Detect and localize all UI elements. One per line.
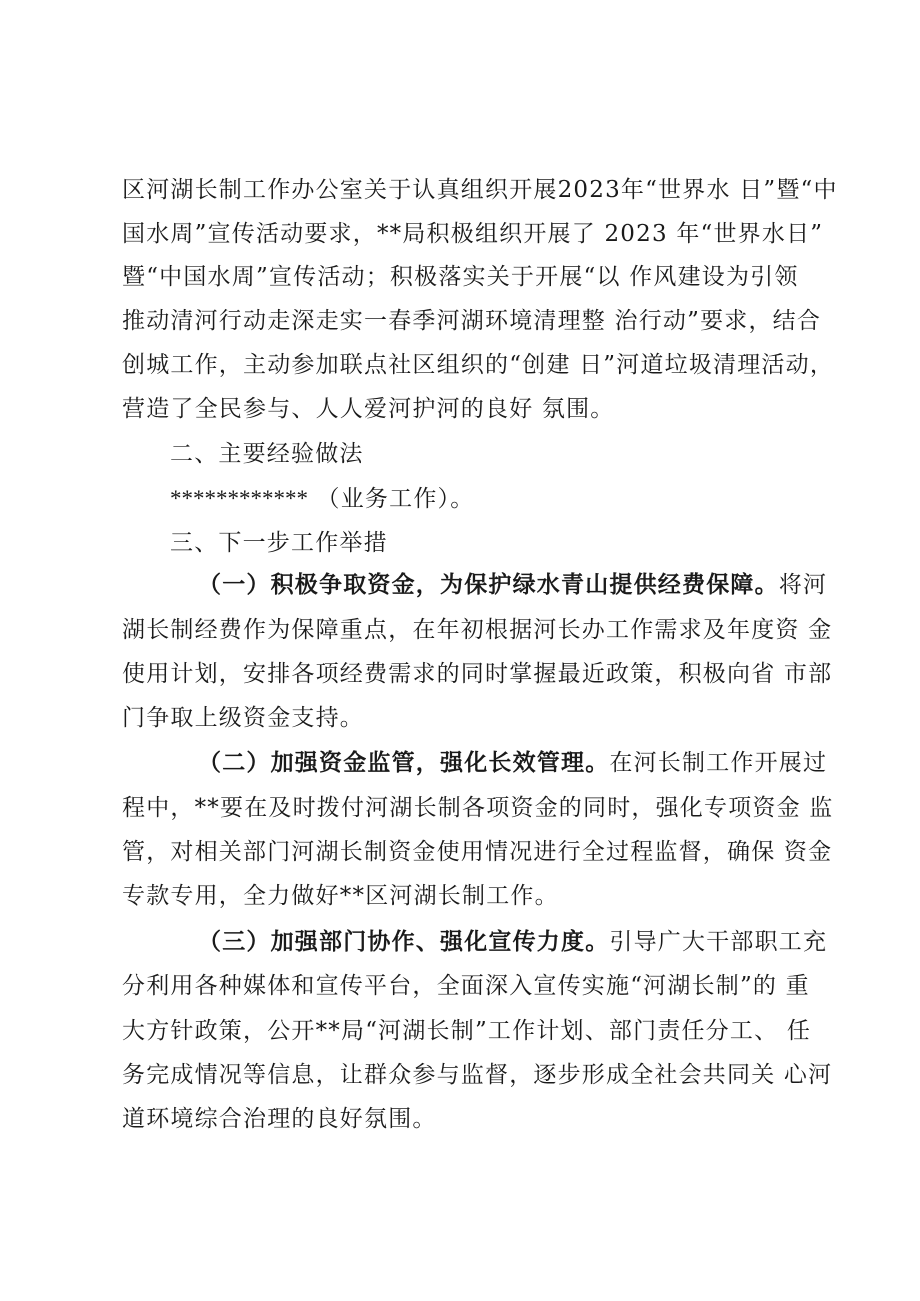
paragraph-1-line-3: 暨“中国水周”宣传活动；积极落实关于开展“以 作风建设为引领 [122, 264, 799, 290]
item-3-line-5: 道环境综合治理的良好氛围。 [122, 1106, 437, 1132]
paragraph-1-line-6: 营造了全民参与、人人爱河护河的良好 氛围。 [122, 396, 615, 422]
item-3-line-4: 务完成情况等信息，让群众参与监督，逐步形成全社会共同关 心河 [122, 1062, 833, 1088]
item-3-first-rest: 引导广大干部职工充 [609, 929, 828, 955]
section-2-body [170, 484, 474, 514]
item-1-line-4: 门争取上级资金支持。 [122, 705, 364, 731]
item-3-line-3: 大方针政策，公开**局“河湖长制”工作计划、部门责任分工、 任 [122, 1018, 812, 1044]
item-2-line-3: 管，对相关部门河湖长制资金使用情况进行全过程监督，确保 资金 [122, 839, 833, 865]
paragraph-1-line-2: 国水周”宣传活动要求，**局积极组织开展了 2023 年“世界水日” [122, 221, 824, 247]
item-3-title: （三）加强部门协作、强化宣传力度。 [198, 929, 610, 955]
item-2-line-1 [198, 748, 827, 778]
item-2-line-2: 程中，**要在及时拨付河湖长制各项资金的同时，强化专项资金 监 [122, 795, 834, 821]
item-1-line-1 [198, 570, 827, 600]
paragraph-1-line-1: 区河湖长制工作办公室关于认真组织开展2023年“世界水 日”暨“中 [122, 177, 838, 203]
item-1-title: （一）积极争取资金，为保护绿水青山提供经费保障。 [198, 572, 779, 598]
paragraph-1-line-4: 推动清河行动走深走实一春季河湖环境清理整 治行动”要求，结合 [122, 308, 822, 334]
item-2-line-4: 专款专用，全力做好**区河湖长制工作。 [122, 883, 559, 909]
heading-section-2: 二、主要经验做法 [170, 441, 364, 467]
paragraph-1-line-5: 创城工作，主动参加联点社区组织的“创建 日”河道垃圾清理活动， [122, 352, 835, 378]
section-2-stars: ************ [170, 486, 308, 511]
item-1-line-3: 使用计划，安排各项经费需求的同时掌握最近政策，积极向省 市部 [122, 661, 833, 687]
item-1-first-rest: 将河 [778, 572, 828, 598]
item-1-line-2: 湖长制经费作为保障重点，在年初根据河长办工作需求及年度资 金 [122, 617, 833, 643]
section-2-text: （业务工作）。 [316, 486, 475, 512]
item-2-first-rest: 在河长制工作开展过 [609, 750, 828, 776]
item-3-line-1 [198, 927, 827, 957]
item-3-line-2: 分利用各种媒体和宣传平台，全面深入宣传实施“河湖长制”的 重 [122, 973, 810, 999]
item-2-title: （二）加强资金监管，强化长效管理。 [198, 750, 610, 776]
heading-section-3: 三、下一步工作举措 [170, 530, 388, 556]
